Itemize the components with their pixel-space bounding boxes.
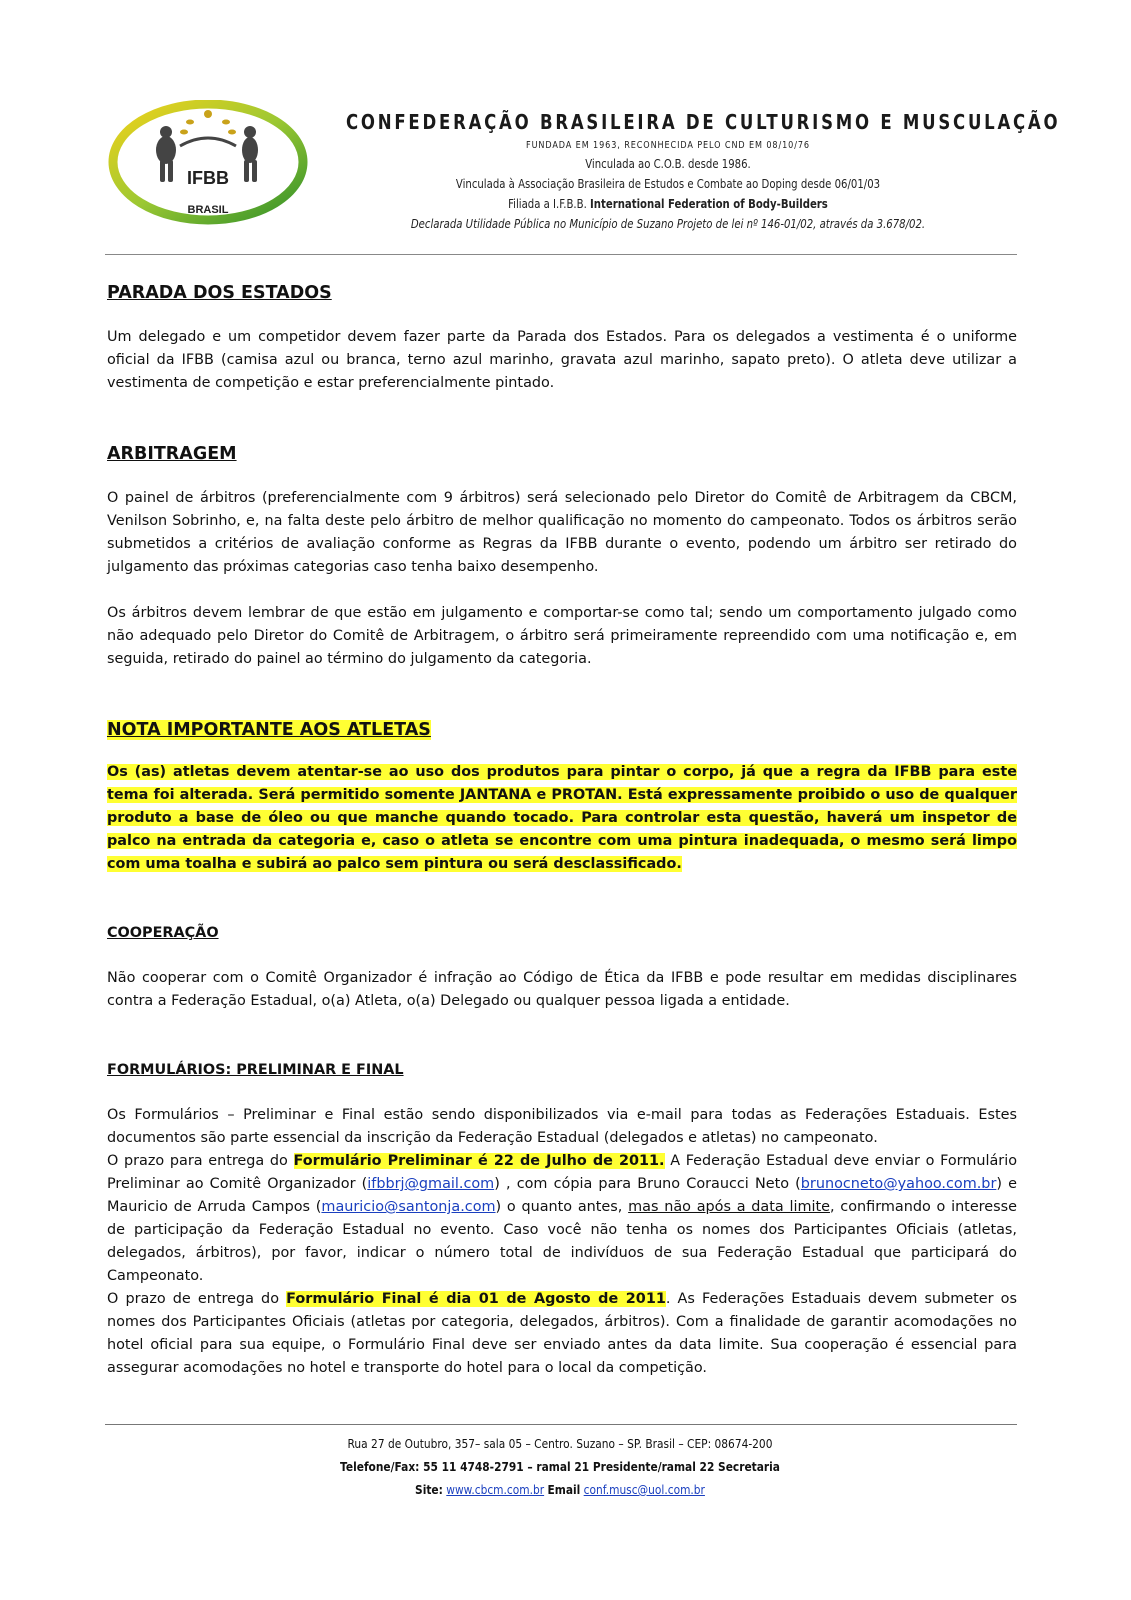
footer-divider bbox=[105, 1424, 1017, 1425]
arbitragem-paragraph-2: Os árbitros devem lembrar de que estão em julgamento e comportar-se como tal; sendo um comportamento julgado como não adequado pelo Diretor do Comitê de Arbitragem, o árbitro será primeiramente repreendido com uma notificação e, em seguida, retirado do painel ao término do julgamento da categoria. bbox=[107, 605, 1017, 667]
nota-paragraph bbox=[107, 761, 1017, 876]
doping-line: Vinculada à Associação Brasileira de Estudos e Combate ao Doping desde 06/01/03 bbox=[455, 176, 881, 191]
section-title-parada: PARADA DOS ESTADOS bbox=[107, 283, 332, 303]
section-title-arbitragem: ARBITRAGEM bbox=[107, 444, 237, 464]
footer-contact-line bbox=[280, 1478, 841, 1501]
section-title-nota bbox=[107, 717, 1017, 743]
nota-title-text: NOTA IMPORTANTE AOS ATLETAS bbox=[107, 720, 431, 740]
logo-brasil-text: BRASIL bbox=[187, 204, 229, 216]
email-link-brunocneto[interactable]: brunocneto@yahoo.com.br bbox=[800, 1176, 997, 1192]
arbitragem-paragraph-1: O painel de árbitros (preferencialmente com 9 árbitros) será selecionado pelo Diretor do Comitê de Arbitragem da CBCM, Venilson Sobrinho, e, na falta deste pelo árbitro de melhor qualificação no momento do campeonato. Todos os árbitros serão submetidos a critérios de avaliação conforme as Regras da IFBB durante o evento, podendo um árbitro ser retirado do julgamento das próximas categorias caso tenha baixo desempenho. bbox=[107, 490, 1017, 575]
ifbb-affiliation-line bbox=[353, 194, 983, 214]
email-label: Email bbox=[547, 1482, 581, 1497]
header-divider bbox=[105, 254, 1017, 255]
cob-line: Vinculada ao C.O.B. desde 1986. bbox=[585, 156, 751, 171]
footer bbox=[230, 1432, 890, 1501]
footer-email-link[interactable]: conf.musc@uol.com.br bbox=[583, 1482, 705, 1497]
parada-paragraph: Um delegado e um competidor devem fazer parte da Parada dos Estados. Para os delegados a vestimenta é o uniforme oficial da IFBB (camisa azul ou branca, terno azul marinho, gravata azul marinho, sapato preto). O atleta deve utilizar a vestimenta de competição e estar preferencialmente pintado. bbox=[107, 329, 1017, 391]
nota-text: Os (as) atletas devem atentar-se ao uso dos produtos para pintar o corpo, já que a regra da IFBB para este tema foi alterada. Será permitido somente JANTANA e PROTAN. Está expressamente proibido o uso de qualquer produto a base de óleo ou que manche quando tocado. Para controlar esta questão, haverá um inspetor de palco na entrada da categoria e, caso o atleta se encontre com uma pintura inadequada, o mesmo será limpo com uma toalha e subirá ao palco sem pintura ou será desclassificado. bbox=[107, 764, 1017, 872]
section-title-cooperacao: COOPERAÇÃO bbox=[107, 925, 219, 941]
formularios-paragraph-1: Os Formulários – Preliminar e Final estão sendo disponibilizados via e-mail para todas as Federações Estaduais. Estes documentos são parte essencial da inscrição da Federação Estadual (delegados e atletas) no campeonato. bbox=[107, 1107, 1017, 1146]
site-label: Site: bbox=[415, 1482, 443, 1497]
prazo-preliminar-highlight: Formulário Preliminar é 22 de Julho de 2011. bbox=[293, 1153, 665, 1169]
organization-title: CONFEDERAÇÃO BRASILEIRA DE CULTURISMO E MUSCULAÇÃO bbox=[346, 110, 1061, 134]
site-link[interactable]: www.cbcm.com.br bbox=[446, 1482, 545, 1497]
email-link-ifbbrj[interactable]: ifbbrj@gmail.com bbox=[367, 1176, 495, 1192]
cooperacao-paragraph: Não cooperar com o Comitê Organizador é infração ao Código de Ética da IFBB e pode resultar em medidas disciplinares contra a Federação Estadual, o(a) Atleta, o(a) Delegado ou qualquer pessoa ligada a entidade. bbox=[107, 970, 1017, 1009]
footer-phone: Telefone/Fax: 55 11 4748-2791 – ramal 21 Presidente/ramal 22 Secretaria bbox=[340, 1459, 780, 1474]
utilidade-publica-line: Declarada Utilidade Pública no Município de Suzano Projeto de lei nº 146-01/02, através da 3.678/02. bbox=[410, 216, 926, 231]
document-body bbox=[107, 280, 1017, 1380]
formularios-paragraph-2: O prazo para entrega do Formulário Preliminar é 22 de Julho de 2011. A Federação Estadual deve enviar o Formulário Preliminar ao Comitê Organizador (ifbbrj@gmail.com) , com cópia para Bruno Coraucci Neto (brunocneto@yahoo.com.br) e Mauricio de Arruda Campos (mauricio@santonja.com) o quanto antes, mas não após a data limite, confirmando o interesse de participação da Federação Estadual no evento. Caso você não tenha os nomes dos Participantes Oficiais (atletas, delegados, árbitros), por favor, indicar o número total de indivíduos de sua Federação Estadual que participará do Campeonato. bbox=[107, 1153, 1018, 1284]
email-link-mauricio[interactable]: mauricio@santonja.com bbox=[321, 1199, 496, 1215]
footer-address: Rua 27 de Outubro, 357– sala 05 – Centro. Suzano – SP. Brasil – CEP: 08674-200 bbox=[347, 1436, 773, 1451]
prazo-final-highlight: Formulário Final é dia 01 de Agosto de 2011 bbox=[286, 1291, 666, 1307]
founded-line: FUNDADA EM 1963, RECONHECIDA PELO CND EM 08/10/76 bbox=[526, 140, 810, 151]
letterhead bbox=[318, 110, 1061, 234]
data-limite-underline: mas não após a data limite bbox=[628, 1199, 830, 1215]
ifbb-brasil-logo bbox=[108, 100, 308, 230]
ifbb-prefix: Filiada a I.F.B.B. bbox=[508, 196, 587, 211]
formularios-paragraph-3: O prazo de entrega do Formulário Final é dia 01 de Agosto de 2011. As Federações Estaduais devem submeter os nomes dos Participantes Oficiais (atletas por categoria, delegados, árbitros). Com a finalidade de garantir acomodações no hotel oficial para sua equipe, o Formulário Final deve ser enviado antes da data limite. Sua cooperação é essencial para assegurar acomodações no hotel e transporte do hotel para o local da competição. bbox=[107, 1291, 1017, 1376]
ifbb-name: International Federation of Body-Builders bbox=[590, 196, 828, 211]
section-title-formularios: FORMULÁRIOS: PRELIMINAR E FINAL bbox=[107, 1062, 404, 1078]
logo-ifbb-text: IFBB bbox=[187, 168, 229, 188]
